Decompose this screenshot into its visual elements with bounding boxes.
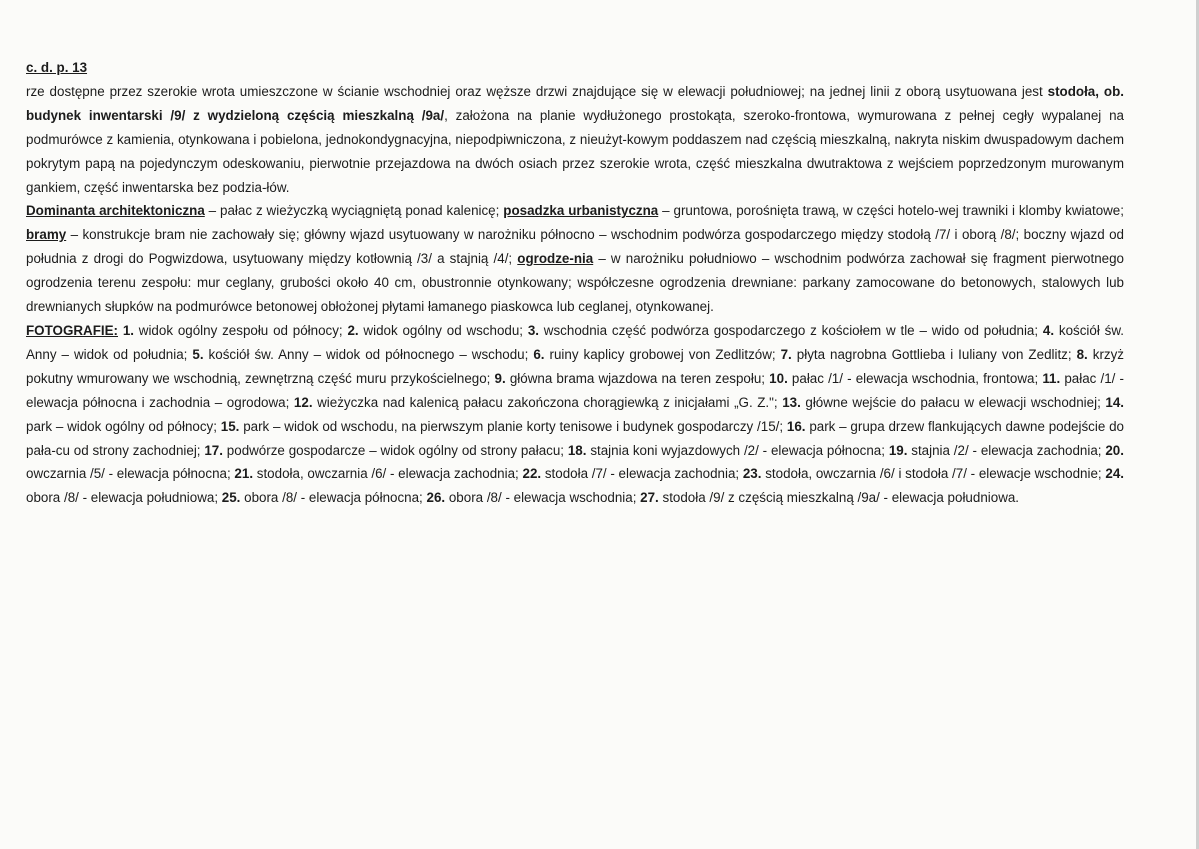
bold-text: 10. [769, 370, 788, 386]
text-run: wieżyczka nad kalenicą pałacu zakończona chorągiewką z inicjałami „G. Z."; [312, 394, 783, 410]
bold-text: 21. [234, 466, 254, 482]
text-run: ruiny kaplicy grobowej von Zedlitzów; [544, 346, 781, 362]
paragraph-dominanta [26, 199, 1124, 319]
bold-text: 14. [1105, 394, 1124, 410]
bold-text: 20. [1105, 442, 1124, 458]
text-run: rze dostępne przez szerokie wrota umieszczone w ścianie wschodniej oraz węższe drzwi znajdujące się w elewacji południowej; na jednej linii z oborą usytuowana jest [26, 83, 1048, 99]
bold-text: 17. [204, 442, 223, 458]
text-run: krzyż pokutny wmurowany we wschodnią, zewnętrzną część muru przykościelnego; [26, 346, 1124, 386]
paragraph-stodola [26, 80, 1124, 200]
text-run: główne wejście do pałacu w elewacji wschodniej; [800, 394, 1106, 410]
document-body [26, 56, 1124, 510]
text-run: podwórze gospodarcze – widok ogólny od strony pałacu; [222, 442, 568, 458]
bold-text: 26. [426, 490, 446, 506]
text-run: stodoła /9/ z częścią mieszkalną /9a/ - elewacja południowa. [658, 490, 1020, 506]
text-run: stodoła, owczarnia /6/ - elewacja zachodnia; [253, 466, 523, 482]
text-run: – konstrukcje bram nie zachowały się; główny wjazd usytuowany w narożniku północno – wschodnim podwórza gospodarczego między stodołą /7/ i oborą /8/; boczny wjazd od południa z drogi do Pogwizdowa, usytuowany między kotłownią /3/ a stajnią /4/; [26, 227, 1124, 267]
bold-text: 16. [786, 418, 806, 434]
bold-text: 8. [1076, 346, 1088, 362]
bold-text: 2. [347, 322, 359, 338]
bold-text: 24. [1105, 466, 1124, 482]
text-run: stodoła /7/ - elewacja zachodnia; [541, 466, 743, 482]
text-run: park – grupa drzew flankujących dawne podejście do pała-cu od strony zachodniej; [26, 418, 1124, 458]
section-label: ogrodze-nia [517, 251, 594, 267]
text-run: owczarnia /5/ - elewacja północna; [26, 466, 235, 482]
bold-text: 1. [122, 322, 134, 338]
text-run: – pałac z wieżyczką wyciągniętą ponad kalenicę; [204, 203, 504, 219]
text-run: obora /8/ - elewacja północna; [240, 490, 427, 506]
text-run: główna brama wjazdowa na teren zespołu; [505, 370, 770, 386]
text-run: – w narożniku południowo – wschodnim podwórza zachował się fragment pierwotnego ogrodzenia terenu zespołu: mur ceglany, grubości około 40 cm, obustronnie otynkowany; współczesne ogrodzenia drewniane: parkany zamocowane do betonowych, stalowych lub drewnianych słupków na podmurówce betonowej obłożonej płytami łamanego piaskowca lub ceglanej, otynkowanej. [26, 251, 1124, 315]
section-label: bramy [26, 227, 67, 243]
text-run: pałac /1/ - elewacja wschodnia, frontowa; [787, 370, 1043, 386]
bold-text: 19. [888, 442, 908, 458]
section-label: posadzka urbanistyczna [503, 203, 659, 219]
section-label: FOTOGRAFIE: [26, 322, 118, 338]
bold-text: 27. [640, 490, 659, 506]
text-run: , założona na planie wydłużonego prostokąta, szeroko-frontowa, wymurowana z pełnej cegły wypalanej na podmurówce z kamienia, otynkowana i pobielona, jednokondygnacyjna, niepodpiwniczona, z nieużyt-kowym poddaszem nad częścią mieszkalną, nakryta niskim dwuspadowym dachem pokrytym papą na pojedynczym odeskowaniu, pierwotnie przejazdowa na dwóch osiach przez szerokie wrota, część mieszkalna dwutraktowa z wejściem poprzedzonym murowanym gankiem, część inwentarska bez podzia-łów. [26, 107, 1124, 195]
bold-text: 22. [522, 466, 542, 482]
bold-text: stodoła, ob. budynek inwentarski /9/ z wydzieloną częścią mieszkalną /9a/ [26, 83, 1124, 123]
text-run: widok ogólny zespołu od północy; [133, 322, 348, 338]
text-run: pałac /1/ - elewacja północna i zachodnia – ogrodowa; [26, 370, 1124, 410]
text-run: płyta nagrobna Gottlieba i Iuliany von Zedlitz; [791, 346, 1077, 362]
paragraph-fotografie [26, 319, 1124, 510]
text-run: stajnia /2/ - elewacja zachodnia; [907, 442, 1106, 458]
bold-text: 11. [1042, 370, 1061, 386]
bold-text: 23. [742, 466, 762, 482]
bold-text: 5. [192, 346, 204, 362]
page-continuation-label: c. d. p. 13 [26, 60, 88, 75]
text-run: park – widok ogólny od północy; [26, 418, 221, 434]
text-run: stodoła, owczarnia /6/ i stodoła /7/ - elewacje wschodnie; [761, 466, 1106, 482]
text-run: kościół św. Anny – widok od południa; [26, 322, 1124, 362]
bold-text: 25. [221, 490, 241, 506]
bold-text: 3. [527, 322, 539, 338]
bold-text: 6. [533, 346, 545, 362]
text-run: obora /8/ - elewacja południowa; [26, 490, 222, 506]
section-label: Dominanta architektoniczna [26, 203, 205, 219]
bold-text: 13. [782, 394, 801, 410]
bold-text: 15. [220, 418, 240, 434]
text-run: wschodnia część podwórza gospodarczego z kościołem w tle – wido od południa; [539, 322, 1043, 338]
text-run: park – widok od wschodu, na pierwszym planie korty tenisowe i budynek gospodarczy /15/; [239, 418, 787, 434]
text-run: widok ogólny od wschodu; [358, 322, 528, 338]
bold-text: 12. [293, 394, 313, 410]
text-run: – gruntowa, porośnięta trawą, w części hotelo-wej trawniki i klomby kwiatowe; [658, 203, 1124, 219]
text-run: stajnia koni wyjazdowych /2/ - elewacja północna; [586, 442, 889, 458]
bold-text: 7. [780, 346, 792, 362]
text-run: obora /8/ - elewacja wschodnia; [445, 490, 641, 506]
text-run: kościół św. Anny – widok od północnego – wschodu; [203, 346, 534, 362]
bold-text: 18. [567, 442, 587, 458]
bold-text: 4. [1042, 322, 1055, 338]
bold-text: 9. [494, 370, 506, 386]
